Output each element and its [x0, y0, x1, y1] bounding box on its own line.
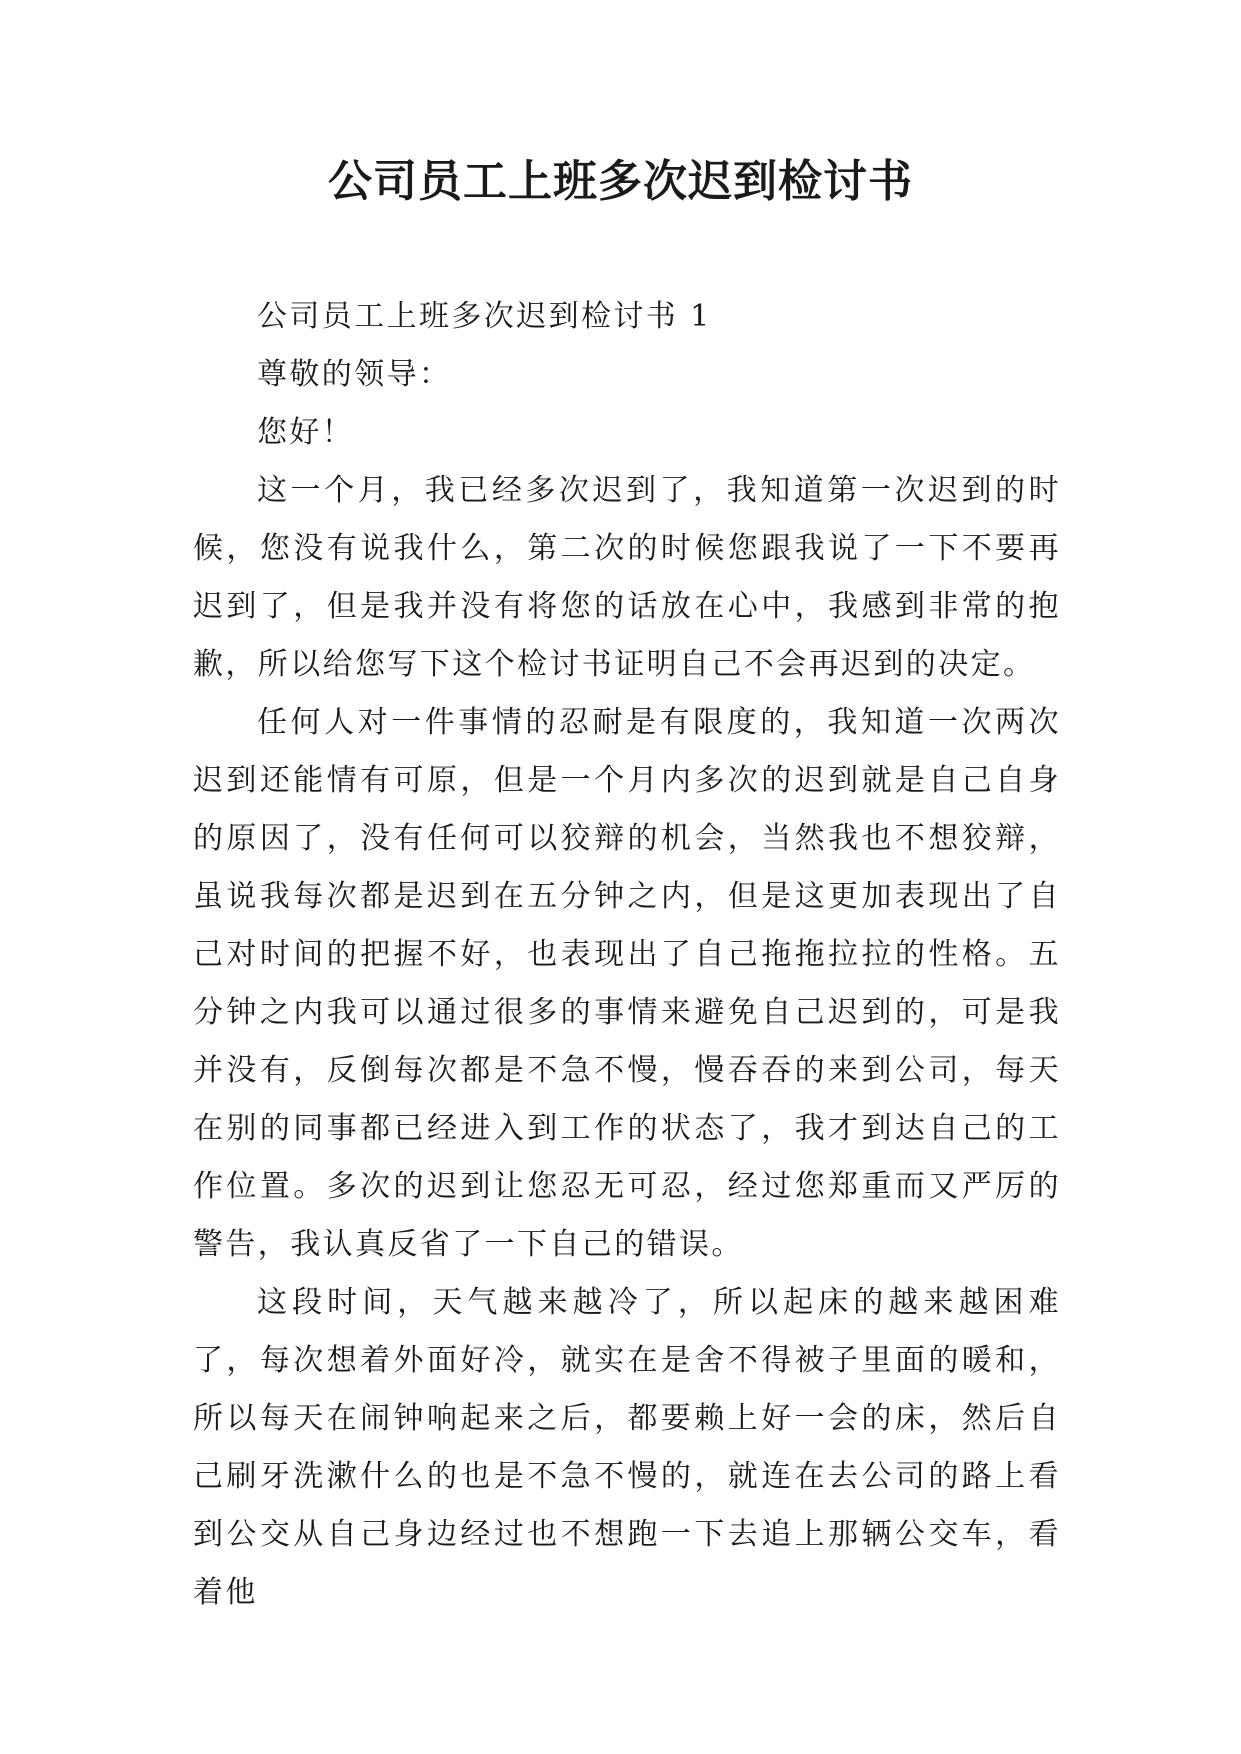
subtitle-line: 公司员工上班多次迟到检讨书 1 — [257, 299, 712, 334]
greeting: 您好！ — [257, 415, 355, 450]
document-title: 公司员工上班多次迟到检讨书 — [328, 156, 913, 207]
document-body — [193, 288, 1061, 1622]
body-paragraph-1: 这一个月，我已经多次迟到了，我知道第一次迟到的时候，您没有说我什么，第二次的时候您跟我说了一下不要再迟到了，但是我并没有将您的话放在心中，我感到非常的抱歉，所以给您写下这个检讨书证明自己不会再迟到的决定。 — [193, 473, 1061, 682]
body-paragraph-2: 任何人对一件事情的忍耐是有限度的，我知道一次两次迟到还能情有可原，但是一个月内多次的迟到就是自己自身的原因了，没有任何可以狡辩的机会，当然我也不想狡辩，虽说我每次都是迟到在五分钟之内，但是这更加表现出了自己对时间的把握不好，也表现出了自己拖拖拉拉的性格。五分钟之内我可以通过很多的事情来避免自己迟到的，可是我并没有，反倒每次都是不急不慢，慢吞吞的来到公司，每天在别的同事都已经进入到工作的状态了，我才到达自己的工作位置。多次的迟到让您忍无可忍，经过您郑重而又严厉的警告，我认真反省了一下自己的错误。 — [193, 705, 1061, 1262]
salutation: 尊敬的领导： — [257, 357, 452, 392]
body-paragraph-3: 这段时间，天气越来越冷了，所以起床的越来越困难了，每次想着外面好冷，就实在是舍不得被子里面的暖和，所以每天在闹钟响起来之后，都要赖上好一会的床，然后自己刷牙洗漱什么的也是不急不慢的，就连在去公司的路上看到公交从自己身边经过也不想跑一下去追上那辆公交车，看着他 — [193, 1285, 1061, 1610]
